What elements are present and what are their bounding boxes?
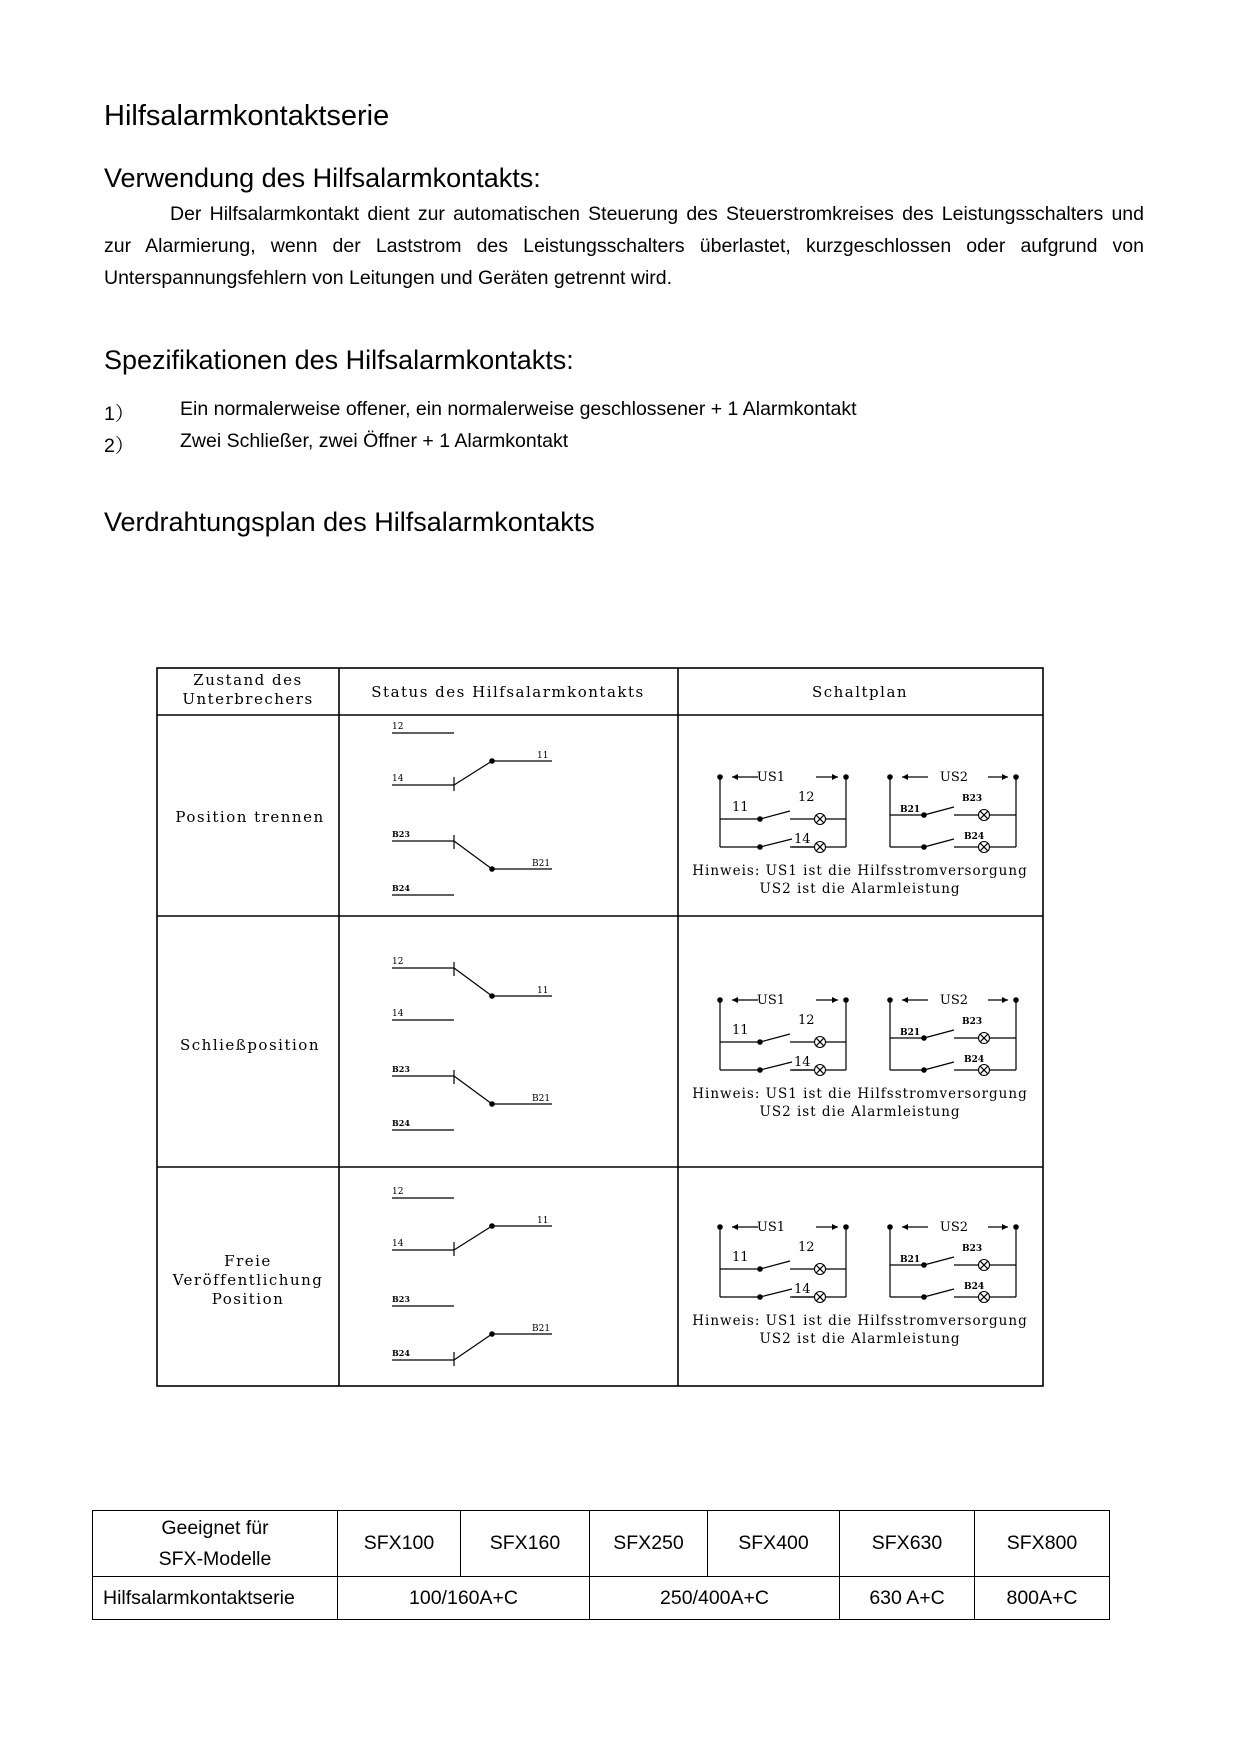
terminal-label: 12 bbox=[798, 790, 815, 805]
terminal-label: US2 bbox=[939, 993, 969, 1008]
model-cell: SFX800 bbox=[975, 1511, 1110, 1577]
row3-state-line1: Freie bbox=[224, 1252, 272, 1270]
terminal-label: B24 bbox=[964, 1282, 985, 1292]
terminal-label: 14 bbox=[794, 1282, 811, 1297]
terminal-label: 11 bbox=[732, 800, 749, 815]
terminal-label: B24 bbox=[392, 1118, 410, 1128]
switch-blade bbox=[760, 839, 792, 847]
usage-paragraph: Der Hilfsalarmkontakt dient zur automatischen Steuerung des Steuerstromkreises des Leistungsschalters und zur Alarmierung, wenn der Laststrom des Leistungsschalters überlastet, kurzgeschlossen oder aufgrund von Unterspannungsfehlern von Leitungen und Geräten getrennt wird. bbox=[104, 203, 1144, 289]
terminal-label: B23 bbox=[392, 1064, 410, 1074]
spec-item-text: Ein normalerweise offener, ein normalerweise geschlossener + 1 Alarmkontakt bbox=[180, 398, 857, 420]
terminal-label: B21 bbox=[900, 805, 921, 815]
terminal-label: B23 bbox=[962, 1244, 983, 1254]
schematic-note-line2: US2 ist die Alarmleistung bbox=[759, 881, 961, 897]
arrow-head bbox=[832, 997, 838, 1003]
contact-status-diagram bbox=[392, 722, 552, 895]
schematic-note-line1: Hinweis: US1 ist die Hilfsstromversorgung bbox=[692, 1086, 1028, 1102]
terminal-label: 12 bbox=[798, 1013, 815, 1028]
wiring-table-drawing bbox=[156, 667, 1044, 1387]
terminal-label: 12 bbox=[798, 1240, 815, 1255]
schematic-note-line1: Hinweis: US1 ist die Hilfsstromversorgung bbox=[692, 863, 1028, 879]
header-state-line1: Zustand des bbox=[193, 671, 303, 689]
contact-blade bbox=[454, 761, 492, 785]
lamp-icon bbox=[979, 1292, 990, 1303]
switch-blade bbox=[760, 1261, 790, 1269]
arrow-head bbox=[902, 774, 908, 780]
header-state-line2: Unterbrechers bbox=[182, 690, 314, 708]
row3-state-line3: Position bbox=[211, 1290, 285, 1308]
lamp-icon bbox=[815, 1065, 826, 1076]
lamp-icon bbox=[815, 842, 826, 853]
terminal-label: 14 bbox=[392, 1239, 404, 1249]
lamp-icon bbox=[815, 814, 826, 825]
arrow-head bbox=[732, 774, 738, 780]
alarm-blade bbox=[454, 841, 492, 869]
arrow-head bbox=[1002, 1224, 1008, 1230]
terminal-label: B24 bbox=[964, 832, 985, 842]
usage-heading: Verwendung des Hilfsalarmkontakts: bbox=[104, 163, 541, 193]
switch-blade bbox=[924, 1257, 954, 1265]
spec-item-number: 2） bbox=[104, 435, 135, 457]
model-cell: SFX250 bbox=[590, 1511, 708, 1577]
terminal-label: 14 bbox=[794, 1055, 811, 1070]
model-cell: SFX100 bbox=[338, 1511, 461, 1577]
terminal-label: US1 bbox=[756, 1220, 786, 1235]
terminal-label: B21 bbox=[532, 1324, 551, 1334]
lamp-icon bbox=[815, 1292, 826, 1303]
terminal-label: 12 bbox=[392, 1187, 404, 1197]
arrow-head bbox=[1002, 774, 1008, 780]
terminal-label: 11 bbox=[537, 1216, 549, 1226]
lamp-icon bbox=[979, 1033, 990, 1044]
terminal-label: B21 bbox=[532, 1094, 551, 1104]
arrow-head bbox=[902, 1224, 908, 1230]
schematic-diagram bbox=[692, 993, 1027, 1120]
terminal-label: US1 bbox=[756, 770, 786, 785]
arrow-head bbox=[902, 997, 908, 1003]
switch-blade bbox=[760, 1034, 790, 1042]
terminal-label: 14 bbox=[794, 832, 811, 847]
terminal-label: B24 bbox=[964, 1055, 985, 1065]
row2-state: Schließposition bbox=[180, 1036, 320, 1054]
terminal-label: B23 bbox=[392, 1294, 410, 1304]
model-cell: SFX630 bbox=[840, 1511, 975, 1577]
schematic-note-line2: US2 ist die Alarmleistung bbox=[759, 1331, 961, 1347]
model-header-row bbox=[93, 1511, 1110, 1577]
switch-blade bbox=[924, 1030, 954, 1038]
switch-blade bbox=[924, 839, 954, 847]
model-cell: SFX400 bbox=[708, 1511, 840, 1577]
terminal-label: B21 bbox=[900, 1255, 921, 1265]
terminal-label: 11 bbox=[732, 1250, 749, 1265]
spec-item-text: Zwei Schließer, zwei Öffner + 1 Alarmkontakt bbox=[180, 430, 569, 452]
terminal-label: B23 bbox=[962, 794, 983, 804]
model-header-label-line1: Geeignet für bbox=[161, 1516, 269, 1539]
contact-blade bbox=[454, 968, 492, 996]
switch-blade bbox=[924, 807, 954, 815]
terminal-label: B24 bbox=[392, 1348, 410, 1358]
terminal-label: US2 bbox=[939, 1220, 969, 1235]
model-value-cell: 100/160A+C bbox=[338, 1577, 590, 1620]
header-schematic: Schaltplan bbox=[811, 683, 909, 701]
spec-item-number: 1） bbox=[104, 403, 135, 425]
schematic-note-line1: Hinweis: US1 ist die Hilfsstromversorgung bbox=[692, 1313, 1028, 1329]
model-value-row bbox=[93, 1577, 1110, 1620]
switch-blade bbox=[760, 1289, 792, 1297]
terminal-label: B24 bbox=[392, 883, 410, 893]
lamp-icon bbox=[979, 842, 990, 853]
terminal-label: B21 bbox=[532, 859, 551, 869]
contact-status-diagram bbox=[392, 1187, 552, 1366]
terminal-label: 14 bbox=[392, 774, 404, 784]
page-title: Hilfsalarmkontaktserie bbox=[104, 100, 390, 132]
arrow-head bbox=[1002, 997, 1008, 1003]
switch-blade bbox=[924, 1289, 954, 1297]
lamp-icon bbox=[815, 1264, 826, 1275]
schematic-diagram bbox=[692, 770, 1027, 897]
lamp-icon bbox=[979, 1260, 990, 1271]
lamp-icon bbox=[815, 1037, 826, 1048]
switch-blade bbox=[760, 811, 790, 819]
model-row-label: Hilfsalarmkontaktserie bbox=[93, 1577, 338, 1620]
terminal-label: B23 bbox=[392, 829, 410, 839]
arrow-head bbox=[832, 1224, 838, 1230]
terminal-label: US2 bbox=[939, 770, 969, 785]
contact-blade bbox=[454, 1226, 492, 1250]
model-cell: SFX160 bbox=[461, 1511, 590, 1577]
terminal-label: 12 bbox=[392, 957, 404, 967]
contact-status-diagram bbox=[392, 957, 552, 1130]
switch-blade bbox=[760, 1062, 792, 1070]
terminal-label: US1 bbox=[756, 993, 786, 1008]
terminal-label: 14 bbox=[392, 1009, 404, 1019]
model-value-cell: 800A+C bbox=[975, 1577, 1110, 1620]
terminal-label: B21 bbox=[900, 1028, 921, 1038]
arrow-head bbox=[732, 1224, 738, 1230]
lamp-icon bbox=[979, 1065, 990, 1076]
arrow-head bbox=[732, 997, 738, 1003]
schematic-note-line2: US2 ist die Alarmleistung bbox=[759, 1104, 961, 1120]
lamp-icon bbox=[979, 810, 990, 821]
model-table bbox=[92, 1510, 1110, 1620]
alarm-blade bbox=[454, 1076, 492, 1104]
terminal-label: 12 bbox=[392, 722, 404, 732]
schematic-diagram bbox=[692, 1220, 1027, 1347]
row1-state: Position trennen bbox=[175, 808, 325, 826]
alarm-blade bbox=[454, 1334, 492, 1360]
model-header-label bbox=[93, 1511, 338, 1577]
terminal-label: 11 bbox=[537, 751, 549, 761]
switch-blade bbox=[924, 1062, 954, 1070]
header-status: Status des Hilfsalarmkontakts bbox=[371, 683, 645, 701]
wiring-table bbox=[156, 667, 1044, 1387]
model-value-cell: 630 A+C bbox=[840, 1577, 975, 1620]
specs-heading: Spezifikationen des Hilfsalarmkontakts: bbox=[104, 345, 574, 375]
terminal-label: B23 bbox=[962, 1017, 983, 1027]
model-value-cell: 250/400A+C bbox=[590, 1577, 840, 1620]
terminal-label: 11 bbox=[537, 986, 549, 996]
wiring-heading: Verdrahtungsplan des Hilfsalarmkontakts bbox=[104, 507, 595, 537]
model-header-label-line2: SFX-Modelle bbox=[158, 1547, 272, 1570]
row3-state-line2: Veröffentlichung bbox=[172, 1271, 324, 1289]
arrow-head bbox=[832, 774, 838, 780]
terminal-label: 11 bbox=[732, 1023, 749, 1038]
